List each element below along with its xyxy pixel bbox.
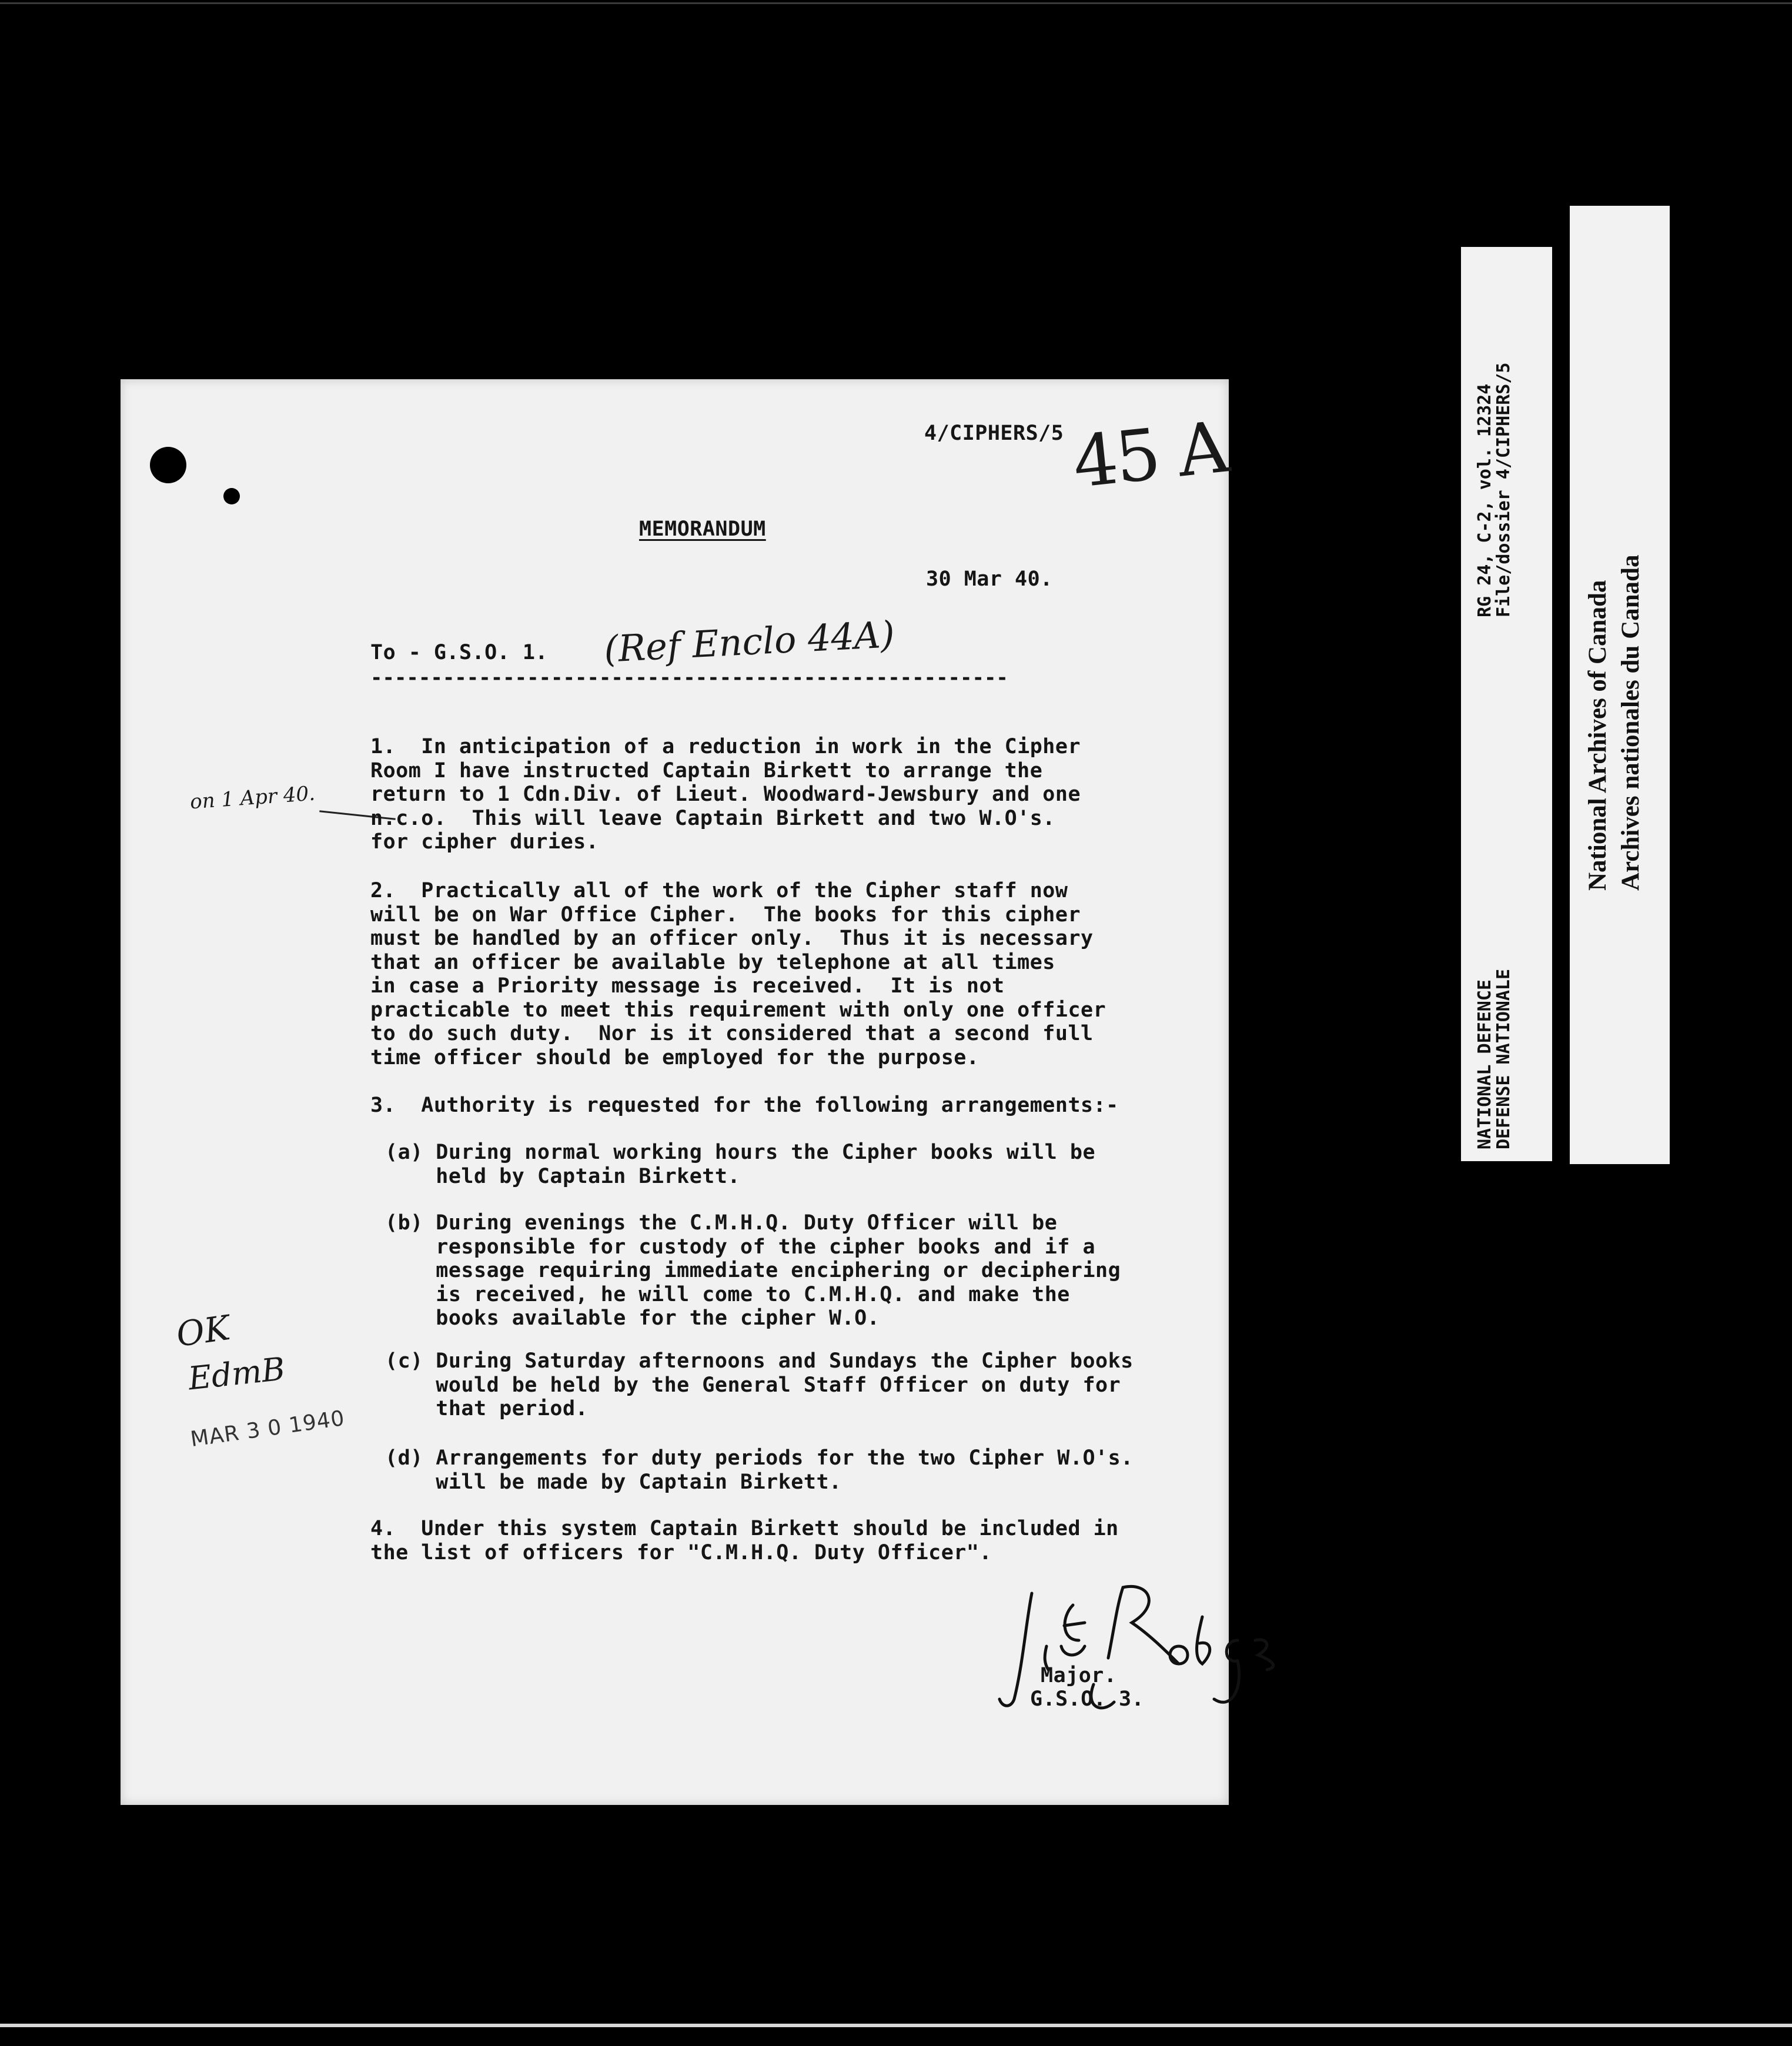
punch-hole [223, 488, 240, 504]
signatory-rank: Major. [1041, 1664, 1117, 1687]
reference-enclosure: (Ref Enclo 44A) [603, 613, 896, 671]
archive-reference-code: RG 24, C-2, vol. 12324 File/dossier 4/CIPHERS/5 [1475, 362, 1514, 617]
recipient-line: To - G.S.O. 1. [370, 641, 549, 664]
archive-reference-tab [1461, 247, 1552, 1161]
paragraph-3: 3. Authority is requested for the following arrangements:- [370, 1094, 1119, 1117]
separator-line: ----------------------------------------------------- [370, 666, 1008, 690]
paragraph-2: 2. Practically all of the work of the Cipher staff now will be on War Office Cipher. The books for this cipher must be handled by an officer only. Thus it is necessary that an officer be available by telephone at all times in case a Priority message is received. It is not practicable to meet this requirement with only one officer to do such duty. Nor is it considered that a second full time officer should be employed for the purpose. [370, 879, 1106, 1069]
memo-page [121, 379, 1229, 1805]
arrangement-d: (d) Arrangements for duty periods for the two Cipher W.O's. will be made by Captain Birkett. [385, 1446, 1134, 1494]
arrangement-a: (a) During normal working hours the Cipher books will be held by Captain Birkett. [385, 1141, 1096, 1188]
arrangement-b: (b) During evenings the C.M.H.Q. Duty Officer will be responsible for custody of the cipher books and if a message requiring immediate enciphering or deciphering is received, he will come to C.M.H.Q. and make the books available for the cipher W.O. [385, 1211, 1121, 1330]
folio-number: 45 A [1069, 406, 1231, 504]
memo-date: 30 Mar 40. [926, 567, 1053, 591]
file-reference: 4/CIPHERS/5 [924, 422, 1064, 445]
approval-initials: EdmB [186, 1350, 287, 1398]
scan-top-edge [0, 2, 1792, 4]
signatory-post: G.S.O. 3. [1030, 1687, 1145, 1711]
date-stamp: MAR 3 0 1940 [189, 1406, 347, 1452]
arrangement-c: (c) During Saturday afternoons and Sundays the Cipher books would be held by the General Staff Officer on duty for that period. [385, 1349, 1134, 1420]
approval-mark: OK [173, 1308, 233, 1355]
archives-name: National Archives of Canada Archives nationales du Canada [1584, 554, 1644, 891]
archive-name-tab [1570, 206, 1670, 1164]
memo-heading: MEMORANDUM [639, 517, 766, 541]
margin-note: on 1 Apr 40. [189, 781, 316, 814]
scan-bottom-edge [0, 2024, 1792, 2027]
paragraph-4: 4. Under this system Captain Birkett should be included in the list of officers for "C.M.H.Q. Duty Officer". [370, 1517, 1119, 1564]
punch-hole [150, 447, 186, 483]
department-label: NATIONAL DEFENCE DEFENSE NATIONALE [1475, 968, 1514, 1149]
paragraph-1: 1. In anticipation of a reduction in work in the Cipher Room I have instructed Captain Birkett to arrange the return to 1 Cdn.Div. of Lieut. Woodward-Jewsbury and one n.c.o. This will leave Captain Birkett and two W.O's. for cipher duries. [370, 735, 1081, 854]
